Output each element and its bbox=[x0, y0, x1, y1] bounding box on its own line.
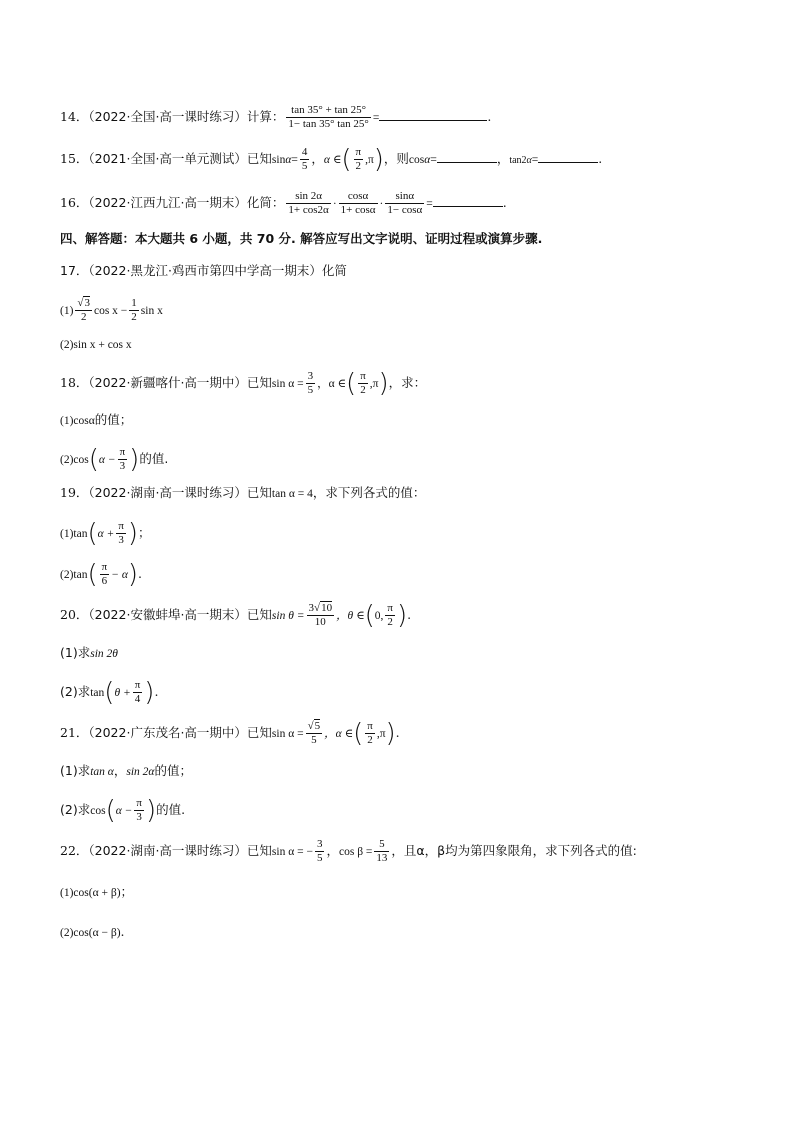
sqrt-radicand: 3 bbox=[84, 297, 90, 309]
numerator: 3 bbox=[316, 838, 323, 850]
fraction: $\frac{√3}{2}$ bbox=[77, 297, 90, 323]
answer-blank[interactable] bbox=[379, 108, 487, 121]
left-paren: ( bbox=[341, 144, 352, 175]
answer-blank-cos[interactable] bbox=[437, 150, 497, 163]
question-number: 15． bbox=[60, 151, 89, 166]
sin-term: sin α = bbox=[271, 728, 304, 740]
pi: π bbox=[379, 728, 386, 740]
equals-sign: = bbox=[426, 198, 433, 210]
sin2-term: sin 2θ bbox=[90, 648, 118, 660]
cos-func: cos bbox=[73, 454, 89, 466]
fraction bbox=[133, 679, 143, 706]
ask-text: ，求： bbox=[388, 375, 427, 390]
alpha-in: ，α ∈ bbox=[317, 378, 347, 390]
equals-sign: = bbox=[291, 154, 298, 166]
denominator: 10 bbox=[314, 616, 326, 628]
pi: π bbox=[372, 378, 379, 390]
fraction bbox=[354, 146, 364, 173]
question-number: 18． bbox=[60, 375, 89, 390]
question-source: （2022·黑龙江·鸡西市第四中学高一期末）化简 bbox=[88, 263, 347, 278]
question-number: 20． bbox=[60, 607, 89, 622]
numerator: cosα bbox=[339, 190, 378, 204]
pi: π bbox=[367, 154, 374, 166]
cos-term: cosα bbox=[73, 415, 95, 427]
denominator: 2 bbox=[80, 311, 87, 323]
fraction bbox=[358, 370, 368, 397]
fraction-1 bbox=[286, 190, 330, 217]
question-17-part-2 bbox=[60, 334, 132, 355]
numerator: π bbox=[118, 520, 124, 532]
question-20: 20．（2022·安徽蚌埠·高一期末）已知sin θ = $\frac{3√10}{10}$ ，θ ∈(0, $\frac{\pi}{2}$ ). bbox=[60, 600, 412, 631]
comma: ， bbox=[326, 843, 339, 858]
theta-plus: θ + bbox=[114, 687, 131, 699]
question-source: （2022·新疆喀什·高一期中）已知 bbox=[88, 375, 272, 390]
fraction bbox=[129, 297, 139, 324]
numerator: 4 bbox=[301, 146, 308, 158]
fraction bbox=[300, 146, 310, 173]
cos-func: cos bbox=[90, 805, 106, 817]
expression: cos(α + β) bbox=[73, 887, 121, 899]
question-source: （2022·湖南·高一课时练习）已知 bbox=[88, 485, 272, 500]
period: . bbox=[487, 109, 492, 124]
alpha-in: α ∈ bbox=[323, 154, 342, 166]
sin-func: sin bbox=[271, 154, 286, 166]
alpha: α bbox=[285, 154, 292, 166]
part-label: (1) bbox=[60, 305, 74, 317]
question-number: 14． bbox=[60, 109, 89, 124]
sin2-term: sin 2α bbox=[126, 766, 155, 778]
answer-blank[interactable] bbox=[433, 194, 503, 207]
part-label: (2) bbox=[60, 454, 74, 466]
question-21-part-1 bbox=[60, 761, 192, 782]
denominator: 1+ cos2α bbox=[288, 204, 329, 216]
fraction bbox=[374, 838, 389, 865]
denominator: 1− cosα bbox=[387, 204, 423, 216]
question-17-part-1 bbox=[60, 297, 163, 324]
question-19-part-2: (2)tan( $\frac{\pi}{6}$ − α). bbox=[60, 559, 143, 590]
sin-term: sin α = bbox=[271, 378, 304, 390]
comma: ， bbox=[113, 763, 127, 778]
comma: ， bbox=[311, 151, 324, 166]
part-label: (2) bbox=[60, 569, 74, 581]
equals-sign: = bbox=[430, 154, 437, 166]
denominator: 3 bbox=[136, 811, 142, 823]
question-21: 21．（2022·广东茂名·高一期中）已知sin α = $\frac{√5}{5}$ ，α ∈( $\frac{\pi}{2}$ ,π). bbox=[60, 718, 400, 749]
period: . bbox=[154, 684, 159, 699]
tan-func: tan bbox=[73, 528, 88, 540]
alpha: α bbox=[526, 155, 532, 166]
period: . bbox=[407, 607, 412, 622]
numerator: π bbox=[387, 602, 393, 614]
fraction bbox=[134, 797, 144, 824]
alpha-minus: α − bbox=[115, 805, 133, 817]
fraction bbox=[118, 446, 128, 473]
denominator: 2 bbox=[131, 311, 137, 323]
semicolon: ； bbox=[138, 525, 151, 540]
numerator: 5 bbox=[374, 838, 389, 852]
cos-func: cos bbox=[408, 154, 425, 166]
denominator: 5 bbox=[311, 734, 317, 746]
question-source: （2022·江西九江·高一期末）化简： bbox=[88, 195, 285, 210]
denominator: 2 bbox=[387, 616, 393, 628]
question-14 bbox=[60, 104, 491, 131]
denominator: 3 bbox=[118, 534, 124, 546]
numerator: π bbox=[134, 679, 141, 691]
question-18-part-1 bbox=[60, 410, 132, 431]
alpha: α bbox=[424, 154, 431, 166]
denominator: 1+ cosα bbox=[340, 204, 376, 216]
question-19-part-1: (1)tan(α + $\frac{\pi}{3}$ )； bbox=[60, 518, 151, 549]
part-label: (1) bbox=[60, 887, 74, 899]
denominator: 5 bbox=[301, 160, 308, 172]
denominator: 2 bbox=[367, 734, 373, 746]
sin-term: sin x bbox=[140, 305, 163, 317]
denominator: 4 bbox=[134, 693, 141, 705]
fraction: $\frac{√5}{5}$ bbox=[307, 720, 321, 746]
question-number: 17． bbox=[60, 263, 89, 278]
numerator: 1 bbox=[131, 297, 137, 309]
fraction bbox=[286, 104, 370, 131]
part-label: (1)求 bbox=[60, 645, 91, 660]
question-number: 16． bbox=[60, 195, 89, 210]
question-number: 21． bbox=[60, 725, 89, 740]
question-20-part-2: (2)求tan(θ + $\frac{\pi}{4}$ ). bbox=[60, 677, 159, 708]
question-source: （2022·安徽蚌埠·高一期末）已知 bbox=[88, 607, 272, 622]
question-17 bbox=[60, 261, 347, 281]
period: . bbox=[138, 566, 143, 581]
numerator: π bbox=[136, 797, 142, 809]
question-source: （2022·湖南·高一课时练习）已知 bbox=[88, 843, 272, 858]
cos-term: cos x − bbox=[93, 305, 128, 317]
part-label: (2) bbox=[60, 339, 74, 351]
alpha-in: ，α ∈ bbox=[324, 728, 354, 740]
fraction bbox=[116, 520, 126, 547]
denominator: 1− tan 35° tan 25° bbox=[288, 118, 369, 130]
denominator: 2 bbox=[360, 384, 366, 396]
answer-blank-tan2[interactable] bbox=[538, 150, 598, 163]
tan-func: tan bbox=[73, 569, 88, 581]
part-text: 的值. bbox=[156, 802, 186, 817]
fraction-2 bbox=[339, 190, 378, 217]
equals-sign: = bbox=[372, 112, 380, 124]
question-number: 19． bbox=[60, 485, 89, 500]
denominator: 5 bbox=[307, 384, 314, 396]
denominator: 6 bbox=[101, 575, 108, 587]
question-16: 16．（2022·江西九江·高一期末）化简： $\frac{\sin 2\alpha}{1+ \cos 2\alpha}$ · $\frac{\cos\alpha}{1+ \cos\alpha}$ · $\frac{\sin\alpha}{1- \cos\alpha}$ = . bbox=[60, 190, 507, 216]
question-22-part-1 bbox=[60, 882, 133, 903]
minus-alpha: − α bbox=[111, 569, 128, 581]
numerator: 3 bbox=[307, 370, 314, 382]
fraction bbox=[315, 838, 325, 865]
question-number: 22． bbox=[60, 843, 89, 858]
denominator: 3 bbox=[119, 460, 126, 472]
question-18-part-2: (2)cos(α − $\frac{\pi}{3}$ )的值. bbox=[60, 444, 169, 475]
zero: 0, bbox=[374, 610, 384, 622]
period: . bbox=[395, 725, 400, 740]
part-text: 的值. bbox=[139, 451, 169, 466]
sin-term: sin θ = bbox=[271, 610, 305, 622]
numerator: π bbox=[119, 446, 126, 458]
period: . bbox=[502, 195, 507, 210]
theta-in: ，θ ∈ bbox=[336, 610, 365, 622]
tan-term: tan α = 4 bbox=[271, 488, 313, 500]
numerator: sinα bbox=[385, 190, 424, 204]
numerator: π bbox=[360, 370, 366, 382]
expression: sin x + cos x bbox=[73, 339, 132, 351]
comma: ， bbox=[496, 151, 510, 166]
expression: cos(α − β) bbox=[73, 927, 121, 939]
sqrt-radicand: 10 bbox=[321, 602, 333, 614]
sin-term: sin α = − bbox=[271, 846, 313, 858]
sqrt-radicand: 5 bbox=[314, 720, 321, 732]
period: . bbox=[120, 924, 125, 939]
tan-func: tan bbox=[90, 687, 105, 699]
question-source: （2022·全国·高一课时练习）计算： bbox=[88, 109, 285, 124]
part-text: 的值； bbox=[154, 763, 192, 778]
question-19 bbox=[60, 483, 425, 504]
section-heading: 四、解答题：本大题共 6 小题，共 70 分. 解答应写出文字说明、证明过程或演算步骤. bbox=[60, 231, 543, 246]
fraction-3 bbox=[385, 190, 424, 217]
question-20-part-1 bbox=[60, 643, 118, 664]
denominator: 13 bbox=[376, 852, 388, 864]
part-text: 的值； bbox=[94, 412, 133, 427]
numerator: π bbox=[355, 146, 362, 158]
part-label: (1) bbox=[60, 415, 74, 427]
fraction: $\frac{3√10}{10}$ bbox=[308, 602, 333, 628]
numerator: sin 2α bbox=[286, 190, 330, 204]
question-15: 15．（2021·全国·高一单元测试）已知sinα= $\frac{4}{5}$ ，α ∈( $\frac{\pi}{2}$ ,π)，则cosα= ，tan2α= . bbox=[60, 144, 603, 175]
fraction bbox=[306, 370, 316, 397]
question-source: （2022·广东茂名·高一期中）已知 bbox=[88, 725, 272, 740]
part-label: (2)求 bbox=[60, 802, 91, 817]
right-paren: ) bbox=[373, 144, 384, 175]
question-18: 18．（2022·新疆喀什·高一期中）已知sin α = $\frac{3}{5}$ ，α ∈( $\frac{\pi}{2}$ ,π)，求： bbox=[60, 368, 427, 399]
tan2-func: tan2 bbox=[509, 155, 527, 166]
cos-term: cos β = bbox=[338, 846, 373, 858]
question-21-part-2: (2)求cos(α − $\frac{\pi}{3}$ )的值. bbox=[60, 795, 186, 826]
denominator: 5 bbox=[316, 852, 323, 864]
numerator: tan 35° + tan 25° bbox=[286, 104, 370, 118]
numerator: π bbox=[101, 561, 108, 573]
part-label: (1)求 bbox=[60, 763, 91, 778]
fraction bbox=[365, 720, 375, 747]
then-text: ，则 bbox=[383, 151, 409, 166]
numerator: π bbox=[367, 720, 373, 732]
alpha-plus: α + bbox=[97, 528, 115, 540]
period: . bbox=[598, 151, 603, 166]
question-text: ，且α，β均为第四象限角，求下列各式的值: bbox=[391, 843, 637, 858]
tan-term: tan α bbox=[90, 766, 114, 778]
ask-text: ，求下列各式的值： bbox=[312, 485, 426, 500]
coefficient: 3 bbox=[308, 602, 315, 614]
question-source: （2021·全国·高一单元测试）已知 bbox=[88, 151, 272, 166]
part-label: (2) bbox=[60, 927, 74, 939]
equals-sign: = bbox=[531, 154, 539, 166]
fraction bbox=[385, 602, 395, 629]
alpha-minus: α − bbox=[98, 454, 116, 466]
question-22 bbox=[60, 838, 637, 865]
part-label: (2)求 bbox=[60, 684, 91, 699]
denominator: 2 bbox=[355, 160, 362, 172]
part-label: (1) bbox=[60, 528, 74, 540]
question-22-part-2 bbox=[60, 922, 125, 943]
semicolon: ； bbox=[120, 884, 134, 899]
fraction bbox=[100, 561, 110, 588]
